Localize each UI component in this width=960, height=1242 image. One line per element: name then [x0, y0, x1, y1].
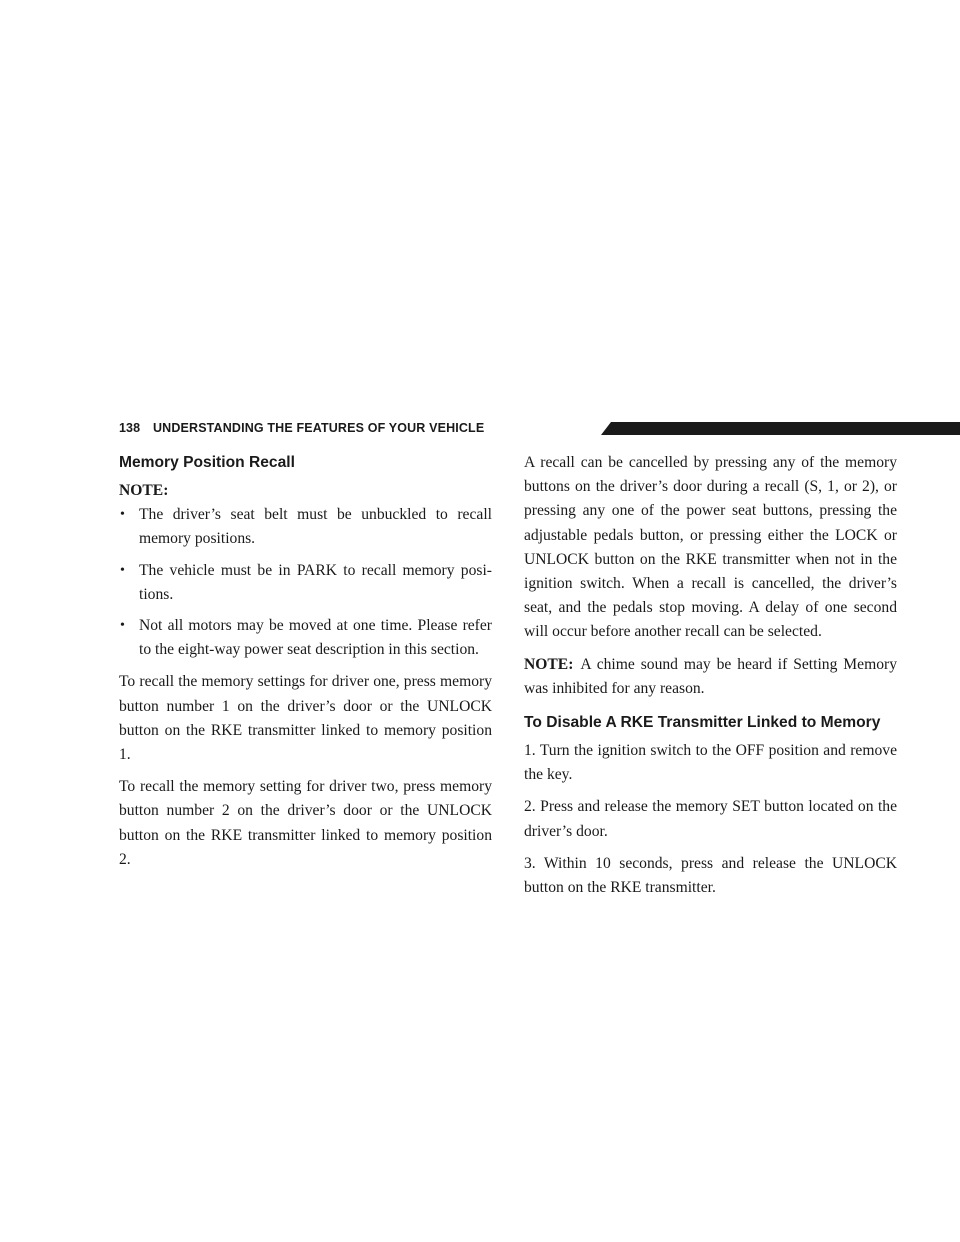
step-1: 1. Turn the ignition switch to the OFF position and remove the key.	[524, 742, 897, 784]
list-item	[119, 503, 492, 551]
bullet-text: The driver’s seat belt must be unbuckled to recall memory positions.	[139, 506, 492, 548]
section-title: UNDERSTANDING THE FEATURES OF YOUR VEHICLE	[153, 421, 485, 435]
recall-cancel-paragraph: A recall can be cancelled by pressing any of the memory buttons on the driver’s door during a recall (S, 1, or 2), or pressing any one of the power seat buttons, pressing the adjustable pedals button, or pressing either the LOCK or UNLOCK button on the RKE transmitter when not in the ignition switch. When a recall is cancelled, the driver’s seat, and the pedals stop moving. A delay of one second will occur before another recall can be selected.	[524, 454, 897, 641]
list-item	[119, 614, 492, 662]
chime-note-paragraph	[524, 653, 897, 701]
right-column	[524, 451, 897, 908]
bullet-icon: •	[120, 562, 125, 578]
left-column	[119, 451, 492, 880]
step-2: 2. Press and release the memory SET button located on the driver’s door.	[524, 798, 897, 840]
bullet-text: Not all motors may be moved at one time. Please refer to the eight-way power seat description in this section.	[139, 617, 492, 659]
recall-driver-two-paragraph: To recall the memory setting for driver two, press memory button number 2 on the driver’s door or the UNLOCK button on the RKE transmitter linked to memory position 2.	[119, 778, 492, 868]
disable-rke-heading: To Disable A RKE Transmitter Linked to Memory	[524, 714, 881, 732]
note-label: NOTE:	[524, 655, 574, 673]
header-rule-bar	[611, 422, 960, 435]
memory-position-recall-heading: Memory Position Recall	[119, 454, 295, 471]
note-label: NOTE:	[119, 482, 169, 499]
note-text: A chime sound may be heard if Setting Memory was inhibited for any reason.	[524, 655, 897, 697]
bullet-icon: •	[120, 507, 125, 523]
page-number: 138	[119, 421, 141, 435]
bullet-icon: •	[120, 618, 125, 634]
note-bullet-list	[119, 503, 492, 662]
bullet-text: The vehicle must be in PARK to recall memory posi-tions.	[139, 561, 492, 603]
page-header	[119, 420, 897, 440]
step-3: 3. Within 10 seconds, press and release the UNLOCK button on the RKE transmitter.	[524, 854, 897, 897]
recall-driver-one-paragraph: To recall the memory settings for driver one, press memory button number 1 on the driver’s door or the UNLOCK button on the RKE transmitter linked to memory position 1.	[119, 673, 492, 764]
list-item	[119, 559, 492, 607]
